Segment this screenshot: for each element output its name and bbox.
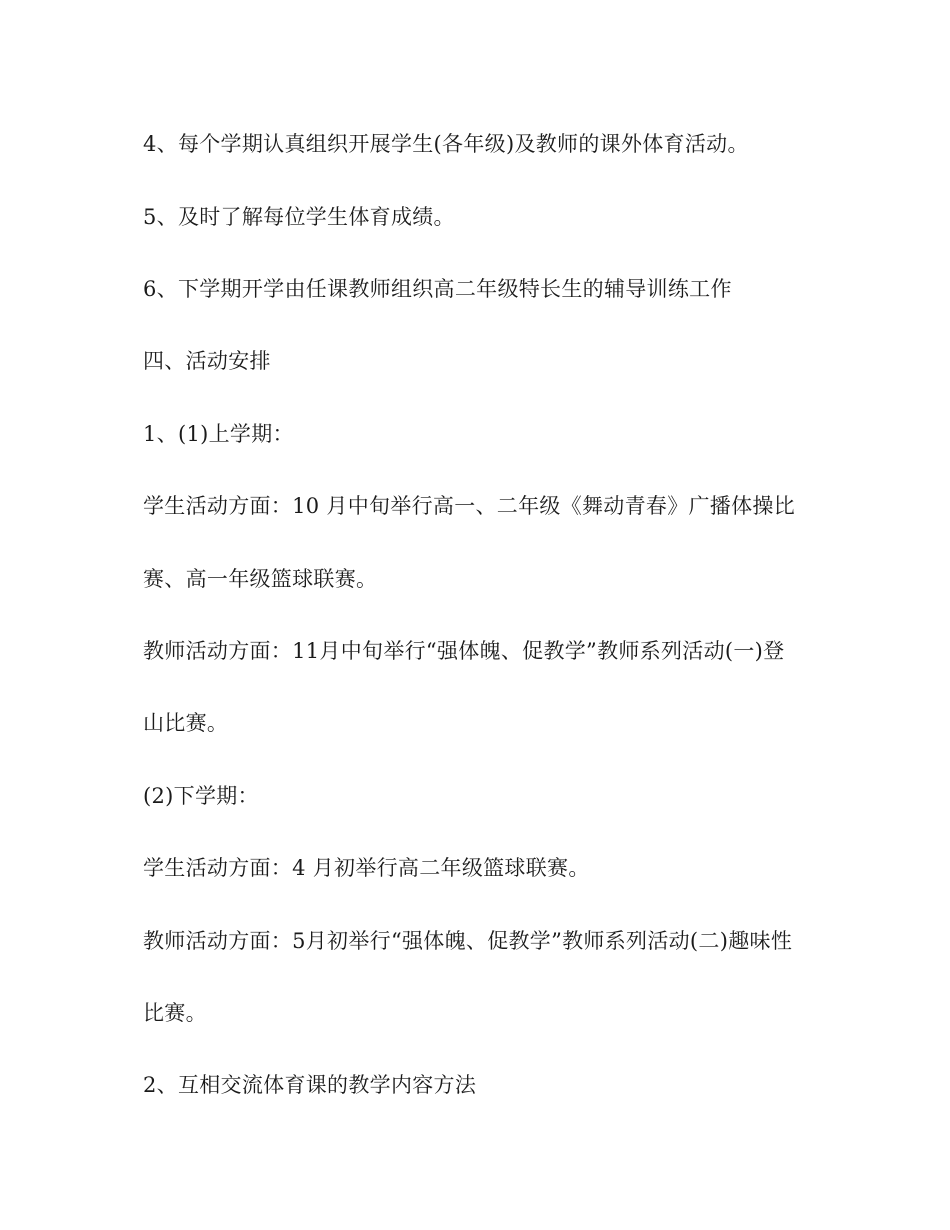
- paragraph-item-6: 6、下学期开学由任课教师组织高二年级特长生的辅导训练工作: [143, 277, 732, 301]
- paragraph-teacher-activity-1-cont: 山比赛。: [143, 711, 229, 735]
- paragraph-teacher-activity-2: 教师活动方面：5月初举行“强体魄、促教学”教师系列活动(二)趣味性: [143, 929, 793, 953]
- paragraph-item-4: 4、每个学期认真组织开展学生(各年级)及教师的课外体育活动。: [143, 132, 749, 156]
- paragraph-teacher-activity-2-cont: 比赛。: [143, 1001, 207, 1025]
- paragraph-teacher-activity-1: 教师活动方面：11月中旬举行“强体魄、促教学”教师系列活动(一)登: [143, 639, 785, 663]
- paragraph-student-activity-1-cont: 赛、高一年级篮球联赛。: [143, 567, 378, 591]
- paragraph-student-activity-2: 学生活动方面：4 月初举行高二年级篮球联赛。: [143, 856, 590, 880]
- paragraph-item-exchange: 2、互相交流体育课的教学内容方法: [143, 1073, 477, 1097]
- paragraph-student-activity-1: 学生活动方面：10 月中旬举行高一、二年级《舞动青春》广播体操比: [143, 494, 795, 518]
- subsection-heading-second-term: (2)下学期：: [143, 784, 259, 808]
- section-heading: 四、活动安排: [143, 349, 271, 373]
- paragraph-item-5: 5、及时了解每位学生体育成绩。: [143, 205, 455, 229]
- subsection-heading-first-term: 1、(1)上学期：: [143, 422, 294, 446]
